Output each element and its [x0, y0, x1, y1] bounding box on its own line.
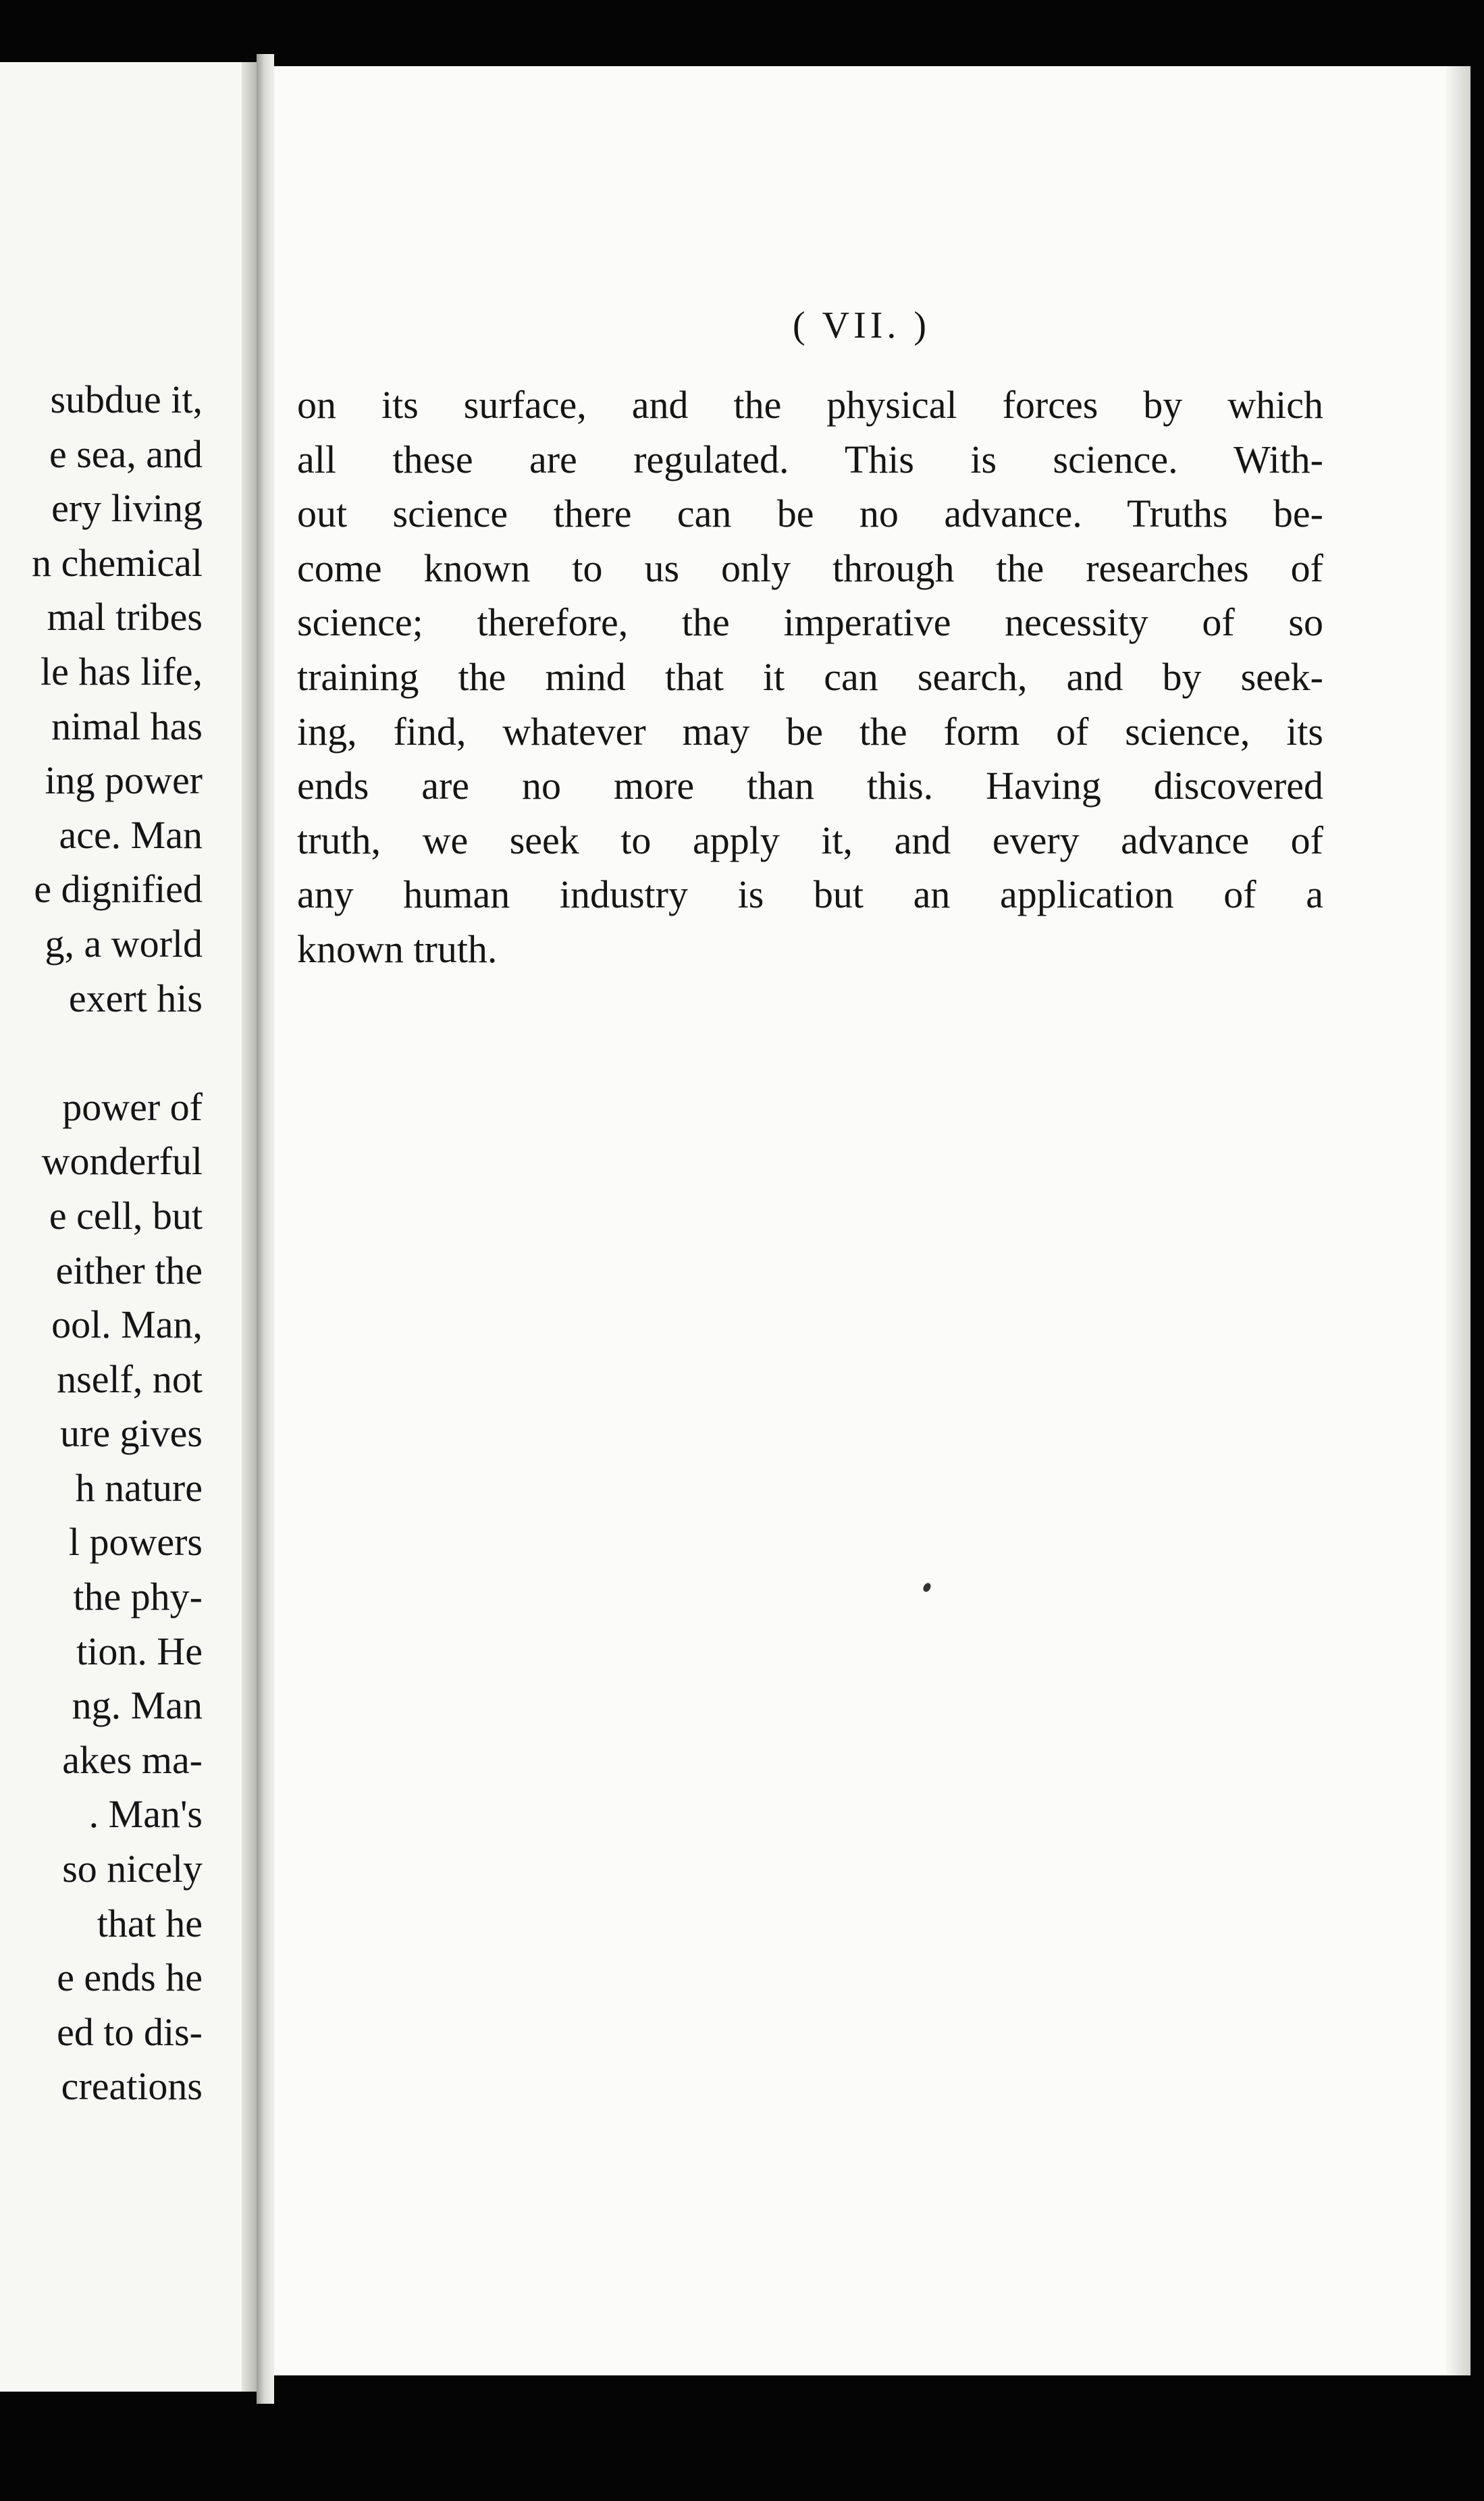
body-paragraph: [297, 378, 1323, 977]
left-line: either the: [55, 1248, 203, 1292]
left-line: akes ma-: [62, 1737, 203, 1782]
left-page: [0, 62, 257, 2392]
right-page-edge-shadow: [1446, 66, 1470, 2375]
left-line: wonderful: [41, 1139, 203, 1184]
text-line: ends are no more than this. Having discovered: [297, 764, 1323, 808]
left-line: creations: [61, 2064, 203, 2109]
left-line: e ends he: [57, 1955, 203, 2000]
text-line: science; therefore, the imperative necessity of so: [297, 600, 1323, 645]
left-line: . Man's: [88, 1792, 203, 1837]
left-paragraph-gap: [0, 1026, 203, 1080]
left-line: e cell, but: [49, 1193, 203, 1238]
left-line: ool. Man,: [51, 1302, 203, 1347]
book-gutter: [257, 54, 274, 2404]
right-page: [274, 66, 1470, 2375]
left-line: mal tribes: [47, 595, 203, 639]
left-line: e sea, and: [49, 431, 203, 476]
left-line: ery living: [51, 486, 203, 531]
text-line: any human industry is but an application of a: [297, 872, 1323, 917]
left-line: the phy-: [73, 1575, 203, 1619]
text-line: out science there can be no advance. Truths be-: [297, 492, 1323, 536]
left-line: nself, not: [57, 1357, 203, 1401]
left-line: n chemical: [32, 540, 203, 585]
left-line: ing power: [45, 758, 203, 803]
page-number: ( VII. ): [792, 305, 931, 346]
left-line: e dignified: [34, 867, 203, 912]
left-line: exert his: [68, 976, 203, 1020]
left-line: l powers: [68, 1520, 203, 1564]
left-line: tion. He: [76, 1629, 203, 1673]
left-page-edge-shadow: [242, 62, 257, 2392]
left-line: nimal has: [51, 704, 203, 748]
text-line: on its surface, and the physical forces by which: [297, 383, 1323, 427]
text-line: come known to us only through the researches of: [297, 546, 1323, 590]
left-line: ed to dis-: [57, 2009, 203, 2054]
text-line: all these are regulated. This is science. With-: [297, 437, 1323, 481]
ink-speck: [922, 1581, 932, 1593]
left-line: le has life,: [41, 649, 203, 693]
left-line: subdue it,: [50, 377, 203, 421]
left-line: that he: [97, 1901, 203, 1945]
left-line: ace. Man: [59, 812, 203, 857]
left-line: h nature: [75, 1465, 203, 1510]
left-line: g, a world: [45, 921, 203, 966]
left-line: so nicely: [62, 1847, 203, 1891]
text-line: ing, find, whatever may be the form of science, its: [297, 709, 1323, 754]
text-line-last: known truth.: [297, 926, 498, 971]
left-page-text: [0, 373, 203, 2114]
left-line: ng. Man: [72, 1683, 203, 1728]
left-line: power of: [62, 1084, 203, 1129]
left-line: ure gives: [60, 1411, 203, 1456]
text-line: truth, we seek to apply it, and every advance of: [297, 818, 1323, 862]
text-line: training the mind that it can search, and by seek-: [297, 654, 1323, 699]
